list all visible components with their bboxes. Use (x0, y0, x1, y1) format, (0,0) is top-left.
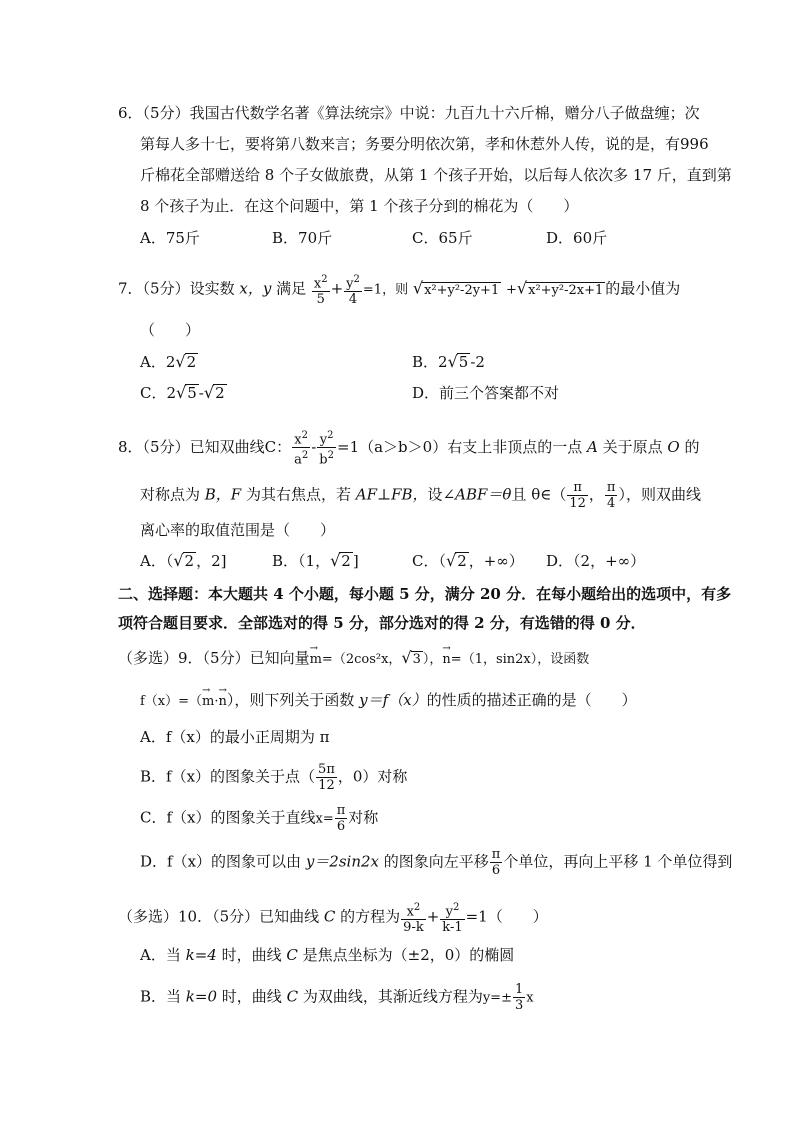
sqrt-expression-2: x²+y²-2x+1 (528, 282, 604, 298)
q8-option-b: B．（1，√2 ] (272, 551, 359, 570)
section-2-header-line-2: 项符合题目要求．全部选对的得 5 分，部分选对的得 2 分，有选错的得 0 分． (118, 614, 646, 632)
q9-option-d: D．f（x）的图象可以由 y＝2sin2x 的图象向左平移 $\frac{\pi}{6}$ 个单位，再向上平移 1 个单位得到 (140, 847, 733, 878)
q8-line-3: 离心率的取值范围是（ ） (140, 521, 336, 539)
q6-line-2: 第每人多十七，要将第八数来言；务要分明依次第，孝和休惹外人传，说的是，有996 (140, 135, 709, 153)
q7-option-a: A．2√2 (140, 352, 197, 371)
q10-option-a: A．当 k=4 时，曲线 C 是焦点坐标为（±2，0）的椭圆 (140, 946, 515, 964)
section-2-header-line-1: 二、选择题：本大题共 4 个小题，每小题 5 分，满分 20 分．在每小题给出的选项中，有多 (118, 585, 732, 603)
fraction-x2-over-a2: $\frac{x^2}{a^2}$ (294, 430, 309, 468)
q9-line-2: f（x）=（→ m·→ n），则下列关于函数 y＝f（x）的性质的描述正确的是（ ） (140, 690, 637, 712)
sqrt-expression-1: x²+y²-2y+1 (424, 282, 500, 298)
fraction-pi-over-6: $\frac{\pi}{6}$ (336, 803, 346, 834)
q8-line-2: 对称点为 B，F 为其右焦点，若 AF⊥FB，设∠ABF＝θ且 θ∈（ $\frac{\pi}{12}$ ， $\frac{\pi}{4}$ ），则双曲线 (140, 480, 701, 511)
q6-option-d: D．60斤 (546, 229, 608, 247)
q7-option-c: C．2√5 -√2 (140, 383, 225, 402)
fraction-pi-over-6-shift: $\frac{\pi}{6}$ (491, 847, 501, 878)
q6-option-b: B．70斤 (272, 229, 333, 247)
fraction-pi-over-12: $\frac{\pi}{12}$ (569, 480, 586, 511)
fraction-x2-over-9-minus-k: $\frac{x^2}{9-k}$ (403, 902, 424, 936)
q6-line-3: 斤棉花全部赠送给 8 个子女做旅费，从第 1 个孩子开始，以后每人依次多 17 斤，直到第 (140, 166, 732, 184)
q9-stem: （多选）9．（5分）已知向量→ m=（2cos²x，√3 ），→ n=（1，sin2x），设函数 (118, 648, 589, 670)
q7-stem: 7．（5分）设实数 x，y 满足 $\frac{x^2}{5}$ + $\frac{y^2}{4}$ =1，则 √x²+y²-2y+1 +√x²+y²-2x+1 的最小值为 (118, 274, 681, 308)
fraction-x2-over-5: $\frac{x^2}{5}$ (313, 274, 328, 308)
fraction-y2-over-k-minus-1: $\frac{y^2}{k-1}$ (442, 902, 463, 936)
q9-option-b: B．f（x）的图象关于点（ $\frac{5\pi}{12}$ ，0）对称 (140, 762, 408, 793)
q6-line-4: 8 个孩子为止．在这个问题中，第 1 个孩子分到的棉花为（ ） (140, 197, 579, 215)
q8-option-d: D．（2，+∞） (546, 552, 646, 570)
q8-option-c: C．（√2 ，+∞） (412, 551, 524, 570)
q8-option-a: A．（√2 ，2] (140, 551, 227, 570)
q7-answer-paren: （ ） (140, 321, 201, 339)
fraction-1-over-3: $\frac{1}{3}$ (514, 982, 524, 1013)
q10-option-b: B．当 k=0 时，曲线 C 为双曲线，其渐近线方程为y=± $\frac{1}{3}$ x (140, 982, 534, 1013)
fraction-pi-over-4: $\frac{\pi}{4}$ (606, 480, 616, 511)
q7-option-d: D．前三个答案都不对 (412, 384, 560, 402)
fraction-y2-over-b2: $\frac{y^2}{b^2}$ (319, 430, 334, 468)
q10-stem: （多选）10．（5分）已知曲线 C 的方程为 $\frac{x^2}{9-k}$ + $\frac{y^2}{k-1}$ =1（ ） (118, 902, 548, 936)
fraction-5pi-over-12: $\frac{5\pi}{12}$ (318, 762, 335, 793)
q9-option-c: C．f（x）的图象关于直线x= $\frac{\pi}{6}$ 对称 (140, 803, 379, 834)
q6-option-a: A．75斤 (140, 229, 200, 247)
fraction-y2-over-4: $\frac{y^2}{4}$ (346, 274, 360, 308)
q7-option-b: B．2√5 -2 (412, 352, 485, 371)
q6-option-c: C．65斤 (412, 229, 473, 247)
q8-stem: 8．（5分）已知双曲线C： $\frac{x^2}{a^2}$ - $\frac{y^2}{b^2}$ =1（a＞b＞0）右支上非顶点的一点 A 关于原点 O 的 (118, 430, 700, 468)
q9-option-a: A．f（x）的最小正周期为 π (140, 728, 330, 746)
q6-line-1: 6．（5分）我国古代数学名著《算法统宗》中说：九百九十六斤棉，赠分八子做盘缠；次 (118, 104, 700, 122)
